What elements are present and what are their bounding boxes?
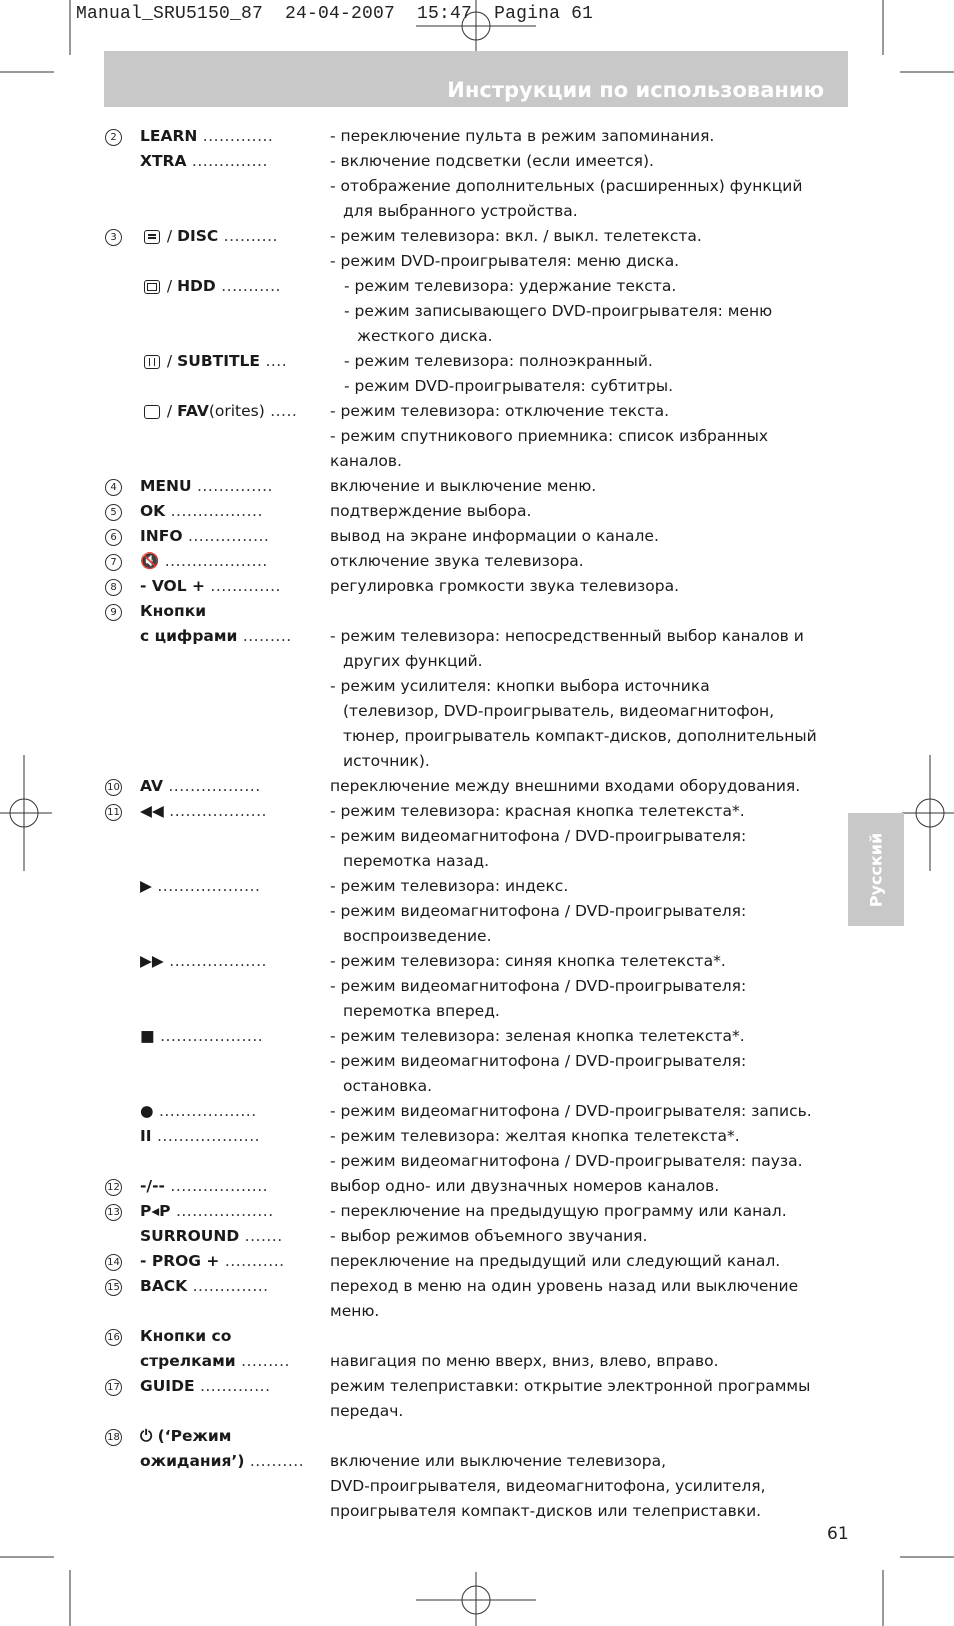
key-term: / FAV(orites) .....: [144, 399, 297, 424]
key-label: ⏻ (‘Режим: [140, 1427, 232, 1445]
description: меню.: [330, 1302, 380, 1320]
key-term: [140, 774, 261, 799]
description: регулировка громкости звука телевизора.: [330, 577, 680, 595]
list-item: [0, 1149, 954, 1174]
description: - режим видеомагнитофона / DVD-проигрывателя:: [330, 1052, 747, 1070]
key-term: [140, 1449, 304, 1474]
teletext-icon: [144, 230, 160, 244]
dot-leader: ..................: [153, 1102, 257, 1120]
key-term: [140, 149, 268, 174]
key-label: с цифрами: [140, 627, 238, 645]
list-item: [0, 224, 954, 249]
description: - режим видеомагнитофона / DVD-проигрывателя: пауза.: [330, 1152, 803, 1170]
dot-leader: ..............: [191, 477, 273, 495]
list-item: [0, 449, 954, 474]
key-label: AV: [140, 777, 163, 795]
description: - режим спутникового приемника: список избранных: [330, 427, 769, 445]
list-item: [0, 474, 954, 499]
item-number: 12: [105, 1179, 122, 1196]
item-number: 14: [105, 1254, 122, 1271]
key-label: ■: [140, 1027, 155, 1045]
key-label: SURROUND: [140, 1227, 240, 1245]
description: проигрывателя компакт-дисков или телеприставки.: [330, 1502, 762, 1520]
key-term: [140, 1224, 283, 1249]
key-term: [140, 1374, 271, 1399]
item-number: 4: [105, 479, 122, 496]
key-label: ожидания’): [140, 1452, 245, 1470]
description: - режим видеомагнитофона / DVD-проигрывателя: запись.: [330, 1102, 812, 1120]
key-label: ●: [140, 1102, 154, 1120]
fullscreen-icon: [144, 355, 160, 369]
key-term: [140, 624, 292, 649]
dot-leader: ..........: [218, 227, 278, 245]
description: подтверждение выбора.: [330, 502, 532, 520]
list-item: [0, 374, 954, 399]
dot-leader: .............: [205, 577, 281, 595]
list-item: [0, 1224, 954, 1249]
dot-leader: ....: [260, 352, 288, 370]
list-item: [0, 1074, 954, 1099]
list-item: [0, 749, 954, 774]
description: остановка.: [343, 1077, 433, 1095]
description: DVD-проигрывателя, видеомагнитофона, усилителя,: [330, 1477, 766, 1495]
dot-leader: ...............: [182, 527, 270, 545]
description: переключение на предыдущий или следующий канал.: [330, 1252, 781, 1270]
key-term: [140, 949, 267, 974]
key-term: / HDD ...........: [144, 274, 281, 299]
item-number: 11: [105, 804, 122, 821]
key-label: Кнопки: [140, 602, 207, 620]
description: - переключение на предыдущую программу или канал.: [330, 1202, 787, 1220]
instruction-list: [0, 124, 954, 1524]
list-item: [0, 249, 954, 274]
key-term: [140, 1099, 257, 1124]
description: вывод на экране информации о канале.: [330, 527, 659, 545]
key-term: / SUBTITLE ....: [144, 349, 287, 374]
list-item: [0, 1349, 954, 1374]
dot-leader: ..........: [244, 1452, 305, 1470]
description: - режим телевизора: удержание текста.: [344, 277, 677, 295]
key-term: [140, 1024, 263, 1049]
item-number: 7: [105, 554, 122, 571]
list-item: [0, 149, 954, 174]
key-term: [140, 1274, 269, 1299]
list-item: [0, 574, 954, 599]
key-label: II: [140, 1127, 152, 1145]
description: - режим телевизора: вкл. / выкл. телетекста.: [330, 227, 702, 245]
dot-leader: ..................: [163, 802, 267, 820]
key-label: 🔇: [140, 552, 160, 570]
description: - режим телевизора: желтая кнопка телетекста*.: [330, 1127, 740, 1145]
description: режим телеприставки: открытие электронной программы: [330, 1377, 811, 1395]
description: переключение между внешними входами оборудования.: [330, 777, 801, 795]
description: перемотка вперед.: [343, 1002, 500, 1020]
description: - режим усилителя: кнопки выбора источника: [330, 677, 710, 695]
key-term: [140, 124, 273, 149]
description: - режим DVD-проигрывателя: субтитры.: [344, 377, 674, 395]
list-item: [0, 1249, 954, 1274]
key-term: [140, 874, 260, 899]
dot-leader: ..................: [164, 1177, 269, 1195]
key-term: [140, 499, 263, 524]
description: - режим DVD-проигрывателя: меню диска.: [330, 252, 680, 270]
list-item: [0, 724, 954, 749]
list-item: [0, 1299, 954, 1324]
description: - режим видеомагнитофона / DVD-проигрывателя:: [330, 902, 747, 920]
dot-leader: .................: [165, 502, 263, 520]
key-label: OK: [140, 502, 166, 520]
list-item: [0, 949, 954, 974]
dot-leader: ..............: [186, 152, 268, 170]
section-title: Инструкции по использованию: [447, 78, 824, 102]
dot-leader: ..................: [170, 1202, 274, 1220]
description: воспроизведение.: [343, 927, 492, 945]
key-label: ◀◀: [140, 802, 164, 820]
list-item: [0, 1374, 954, 1399]
list-item: [0, 674, 954, 699]
description: других функций.: [343, 652, 483, 670]
description: жесткого диска.: [357, 327, 493, 345]
dot-leader: ...........: [219, 1252, 285, 1270]
item-number: 10: [105, 779, 122, 796]
list-item: [0, 124, 954, 149]
list-item: [0, 699, 954, 724]
description: включение или выключение телевизора,: [330, 1452, 667, 1470]
list-item: [0, 1099, 954, 1124]
key-label: BACK: [140, 1277, 188, 1295]
key-label: -/--: [140, 1177, 165, 1195]
key-label: LEARN: [140, 127, 198, 145]
description: переход в меню на один уровень назад или выключение: [330, 1277, 799, 1295]
key-term: [140, 1174, 268, 1199]
list-item: [0, 849, 954, 874]
text-hold-icon: [144, 280, 160, 294]
description: - режим телевизора: полноэкранный.: [344, 352, 653, 370]
key-term: [140, 1124, 260, 1149]
key-label: SUBTITLE: [177, 352, 261, 370]
dot-leader: .....: [264, 402, 298, 420]
list-item: [0, 1049, 954, 1074]
description: каналов.: [330, 452, 402, 470]
list-item: [0, 299, 954, 324]
key-label: HDD: [177, 277, 216, 295]
key-term: / DISC ..........: [144, 224, 278, 249]
list-item: [0, 924, 954, 949]
dot-leader: .............: [194, 1377, 271, 1395]
list-item: [0, 649, 954, 674]
list-item: [0, 1324, 954, 1349]
dot-leader: ...................: [151, 877, 261, 895]
description: выбор одно- или двузначных номеров каналов.: [330, 1177, 720, 1195]
description: - режим видеомагнитофона / DVD-проигрывателя:: [330, 977, 747, 995]
description: - включение подсветки (если имеется).: [330, 152, 654, 170]
list-item: [0, 1474, 954, 1499]
list-item: [0, 1199, 954, 1224]
item-number: 6: [105, 529, 122, 546]
dot-leader: ..................: [163, 952, 267, 970]
item-number: 9: [105, 604, 122, 621]
key-label: XTRA: [140, 152, 187, 170]
key-label: ▶▶: [140, 952, 164, 970]
key-term: [140, 1349, 290, 1374]
list-item: [0, 624, 954, 649]
list-item: [0, 424, 954, 449]
dot-leader: ...................: [159, 552, 268, 570]
description: перемотка назад.: [343, 852, 490, 870]
list-item: [0, 1499, 954, 1524]
description: включение и выключение меню.: [330, 477, 597, 495]
item-number: 17: [105, 1379, 122, 1396]
key-label: - PROG +: [140, 1252, 220, 1270]
language-tab-label: Русский: [866, 832, 886, 907]
key-term: [140, 574, 281, 599]
list-item: [0, 174, 954, 199]
list-item: [0, 324, 954, 349]
description: передач.: [330, 1402, 404, 1420]
key-term: [140, 524, 269, 549]
list-item: [0, 524, 954, 549]
list-item: [0, 1174, 954, 1199]
description: (телевизор, DVD-проигрыватель, видеомагнитофон,: [343, 702, 775, 720]
list-item: [0, 1449, 954, 1474]
dot-leader: .........: [237, 627, 292, 645]
item-number: 5: [105, 504, 122, 521]
description: для выбранного устройства.: [343, 202, 578, 220]
dot-leader: ...................: [151, 1127, 261, 1145]
list-item: [0, 999, 954, 1024]
key-label: Кнопки со: [140, 1327, 232, 1345]
description: - режим телевизора: непосредственный выбор каналов и: [330, 627, 804, 645]
item-number: 13: [105, 1204, 122, 1221]
list-item: [0, 599, 954, 624]
dot-leader: .................: [162, 777, 261, 795]
item-number: 18: [105, 1429, 122, 1446]
list-item: [0, 874, 954, 899]
dot-leader: .......: [239, 1227, 283, 1245]
item-number: 16: [105, 1329, 122, 1346]
description: - режим телевизора: индекс.: [330, 877, 569, 895]
key-term: [140, 599, 206, 624]
description: навигация по меню вверх, вниз, влево, вправо.: [330, 1352, 719, 1370]
list-item: [0, 824, 954, 849]
key-label: DISC: [177, 227, 219, 245]
key-label: GUIDE: [140, 1377, 195, 1395]
description: источник).: [343, 752, 430, 770]
list-item: [0, 349, 954, 374]
dot-leader: ...................: [154, 1027, 264, 1045]
key-term: [140, 1249, 285, 1274]
list-item: [0, 274, 954, 299]
list-item: [0, 974, 954, 999]
list-item: [0, 499, 954, 524]
key-label: MENU: [140, 477, 192, 495]
description: - переключение пульта в режим запоминания.: [330, 127, 715, 145]
list-item: [0, 899, 954, 924]
dot-leader: .........: [235, 1352, 290, 1370]
item-number: 15: [105, 1279, 122, 1296]
list-item: [0, 1424, 954, 1449]
screen-icon: [144, 405, 160, 419]
key-term: [140, 1424, 231, 1449]
description: - режим записывающего DVD-проигрывателя: меню: [344, 302, 773, 320]
list-item: [0, 774, 954, 799]
key-label: INFO: [140, 527, 183, 545]
key-term: [140, 474, 273, 499]
key-label: - VOL +: [140, 577, 205, 595]
key-term: [140, 549, 268, 574]
description: - выбор режимов объемного звучания.: [330, 1227, 648, 1245]
key-term: [140, 799, 267, 824]
dot-leader: .............: [197, 127, 274, 145]
description: - режим телевизора: зеленая кнопка телетекста*.: [330, 1027, 745, 1045]
key-label: P◂P: [140, 1202, 171, 1220]
page-number: 61: [827, 1524, 849, 1544]
print-slug: Manual_SRU5150_87 24-04-2007 15:47 Pagina 61: [76, 4, 594, 24]
list-item: [0, 549, 954, 574]
description: - режим видеомагнитофона / DVD-проигрывателя:: [330, 827, 747, 845]
list-item: [0, 1274, 954, 1299]
item-number: 2: [105, 129, 122, 146]
list-item: [0, 799, 954, 824]
description: - режим телевизора: отключение текста.: [330, 402, 670, 420]
list-item: [0, 1024, 954, 1049]
dot-leader: ...........: [215, 277, 281, 295]
section-header: [104, 51, 848, 107]
dot-leader: ..............: [187, 1277, 269, 1295]
list-item: [0, 399, 954, 424]
description: - отображение дополнительных (расширенных) функций: [330, 177, 803, 195]
list-item: [0, 199, 954, 224]
key-term: [140, 1324, 231, 1349]
key-label: стрелками: [140, 1352, 236, 1370]
description: - режим телевизора: красная кнопка телетекста*.: [330, 802, 745, 820]
key-label-suffix: (orites): [208, 402, 265, 420]
description: отключение звука телевизора.: [330, 552, 584, 570]
item-number: 8: [105, 579, 122, 596]
list-item: [0, 1124, 954, 1149]
key-term: [140, 1199, 274, 1224]
description: тюнер, проигрыватель компакт-дисков, дополнительный: [343, 727, 817, 745]
description: - режим телевизора: синяя кнопка телетекста*.: [330, 952, 726, 970]
list-item: [0, 1399, 954, 1424]
item-number: 3: [105, 229, 122, 246]
key-label: FAV: [177, 402, 209, 420]
key-label: ▶: [140, 877, 152, 895]
